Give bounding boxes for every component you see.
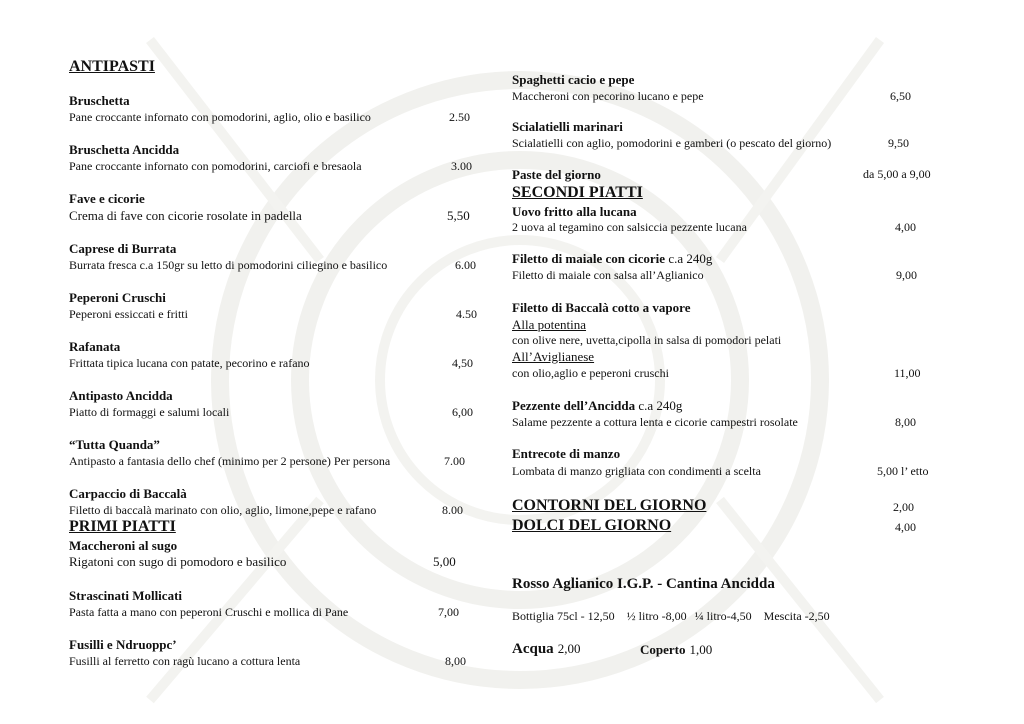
item-description: Salame pezzente a cottura lenta e cicorie campestri rosolate: [512, 415, 798, 429]
acqua-label: Acqua: [512, 641, 554, 657]
item-price: 5,50: [447, 208, 470, 223]
item-price: 9,00: [896, 268, 917, 282]
acqua-price: 2,00: [557, 641, 581, 656]
item-name: Fave e cicorie: [69, 191, 145, 206]
section-title-primi: PRIMI PIATTI: [69, 518, 176, 535]
wine-quarter-liter-price: ¼ litro-4,50: [694, 609, 752, 623]
item-description: Filetto di baccalà marinato con olio, aglio, limone,pepe e rafano: [69, 503, 377, 517]
item-description: 2 uova al tegamino con salsiccia pezzente lucana: [512, 220, 747, 234]
wine-half-liter-price: ½ litro -8,00: [626, 609, 687, 623]
item-description: Peperoni essiccati e fritti: [69, 307, 188, 321]
item-description: Rigatoni con sugo di pomodoro e basilico: [69, 554, 287, 569]
item-name: “Tutta Quanda”: [69, 437, 160, 452]
item-name: Bruschetta Ancidda: [69, 142, 180, 157]
item-price: 6,50: [890, 89, 911, 103]
item-price: 8,00: [895, 415, 916, 429]
item-description: Maccheroni con pecorino lucano e pepe: [512, 89, 704, 103]
item-name: Strascinati Mollicati: [69, 588, 183, 603]
item-description: Filetto di maiale con salsa all’Aglianico: [512, 268, 704, 282]
item-price: 6.00: [455, 258, 476, 272]
item-name: Uovo fritto alla lucana: [512, 204, 637, 219]
item-variant-title: All’Aviglianese: [512, 349, 595, 364]
item-description: Antipasto a fantasia dello chef (minimo per 2 persone) Per persona: [69, 454, 391, 468]
item-price: 4,50: [452, 356, 473, 370]
item-name: Spaghetti cacio e pepe: [512, 72, 635, 87]
item-description: Burrata fresca c.a 150gr su letto di pomodorini ciliegino e basilico: [69, 258, 388, 272]
wine-prices: [512, 609, 830, 624]
item-price: 11,00: [894, 366, 921, 380]
item-description: con olive nere, uvetta,cipolla in salsa di pomodori pelati: [512, 333, 782, 347]
item-name: Maccheroni al sugo: [69, 538, 178, 553]
item-name: Carpaccio di Baccalà: [69, 486, 187, 501]
coperto-line: [640, 641, 712, 659]
item-price: 9,50: [888, 136, 909, 150]
item-price: 4,00: [895, 220, 916, 234]
item-description: Pane croccante infornato con pomodorini, carciofi e bresaola: [69, 159, 362, 173]
item-price-value: 5,00 l’: [877, 464, 908, 478]
item-description: Crema di fave con cicorie rosolate in padella: [69, 208, 302, 223]
item-name: Caprese di Burrata: [69, 241, 177, 256]
item-variant-title: Alla potentina: [512, 317, 587, 332]
item-description: Fusilli al ferretto con ragù lucano a cottura lenta: [69, 654, 301, 668]
item-price: 8,00: [445, 654, 466, 668]
dolci-price: 4,00: [895, 520, 916, 534]
wine-title: Rosso Aglianico I.G.P. - Cantina Ancidda: [512, 576, 775, 592]
item-name-text: Filetto di maiale con cicorie: [512, 251, 666, 266]
item-description: Piatto di formaggi e salumi locali: [69, 405, 230, 419]
item-price: [877, 464, 928, 479]
contorni-price: 2,00: [893, 500, 914, 514]
item-description: Scialatielli con aglio, pomodorini e gamberi (o pescato del giorno): [512, 136, 832, 150]
acqua-line: [512, 640, 580, 658]
item-name: Scialatielli marinari: [512, 119, 623, 134]
item-name-text: Pezzente dell’Ancidda: [512, 398, 636, 413]
item-description: Frittata tipica lucana con patate, pecorino e rafano: [69, 356, 310, 370]
coperto-price: 1,00: [689, 642, 713, 657]
item-name: Entrecote di manzo: [512, 446, 621, 461]
section-title-antipasti: ANTIPASTI: [69, 58, 155, 75]
item-name: Antipasto Ancidda: [69, 388, 173, 403]
item-name: Bruschetta: [69, 93, 130, 108]
wine-glass-price: Mescita -2,50: [763, 609, 830, 623]
dolci-label: DOLCI DEL GIORNO: [512, 517, 672, 534]
coperto-label: Coperto: [640, 642, 686, 657]
item-name: [512, 398, 682, 414]
item-name: Fusilli e Ndruoppc’: [69, 637, 177, 652]
wine-bottle-price: Bottiglia 75cl - 12,50: [512, 609, 615, 623]
item-name: Paste del giorno: [512, 167, 601, 182]
item-price: 5,00: [433, 554, 456, 569]
item-price: 4.50: [456, 307, 477, 321]
item-weight: c.a 240g: [668, 251, 713, 266]
item-name: Peperoni Cruschi: [69, 290, 166, 305]
item-name: Rafanata: [69, 339, 121, 354]
item-price: 8.00: [442, 503, 463, 517]
item-description: con olio,aglio e peperoni cruschi: [512, 366, 669, 380]
item-description: Pane croccante infornato con pomodorini, aglio, olio e basilico: [69, 110, 371, 124]
item-weight: c.a 240g: [638, 398, 683, 413]
item-price: 2.50: [449, 110, 470, 124]
item-price: 3.00: [451, 159, 472, 173]
item-name: [512, 251, 712, 267]
item-price: 6,00: [452, 405, 473, 419]
contorni-label: CONTORNI DEL GIORNO: [512, 497, 707, 514]
item-price: 7,00: [438, 605, 459, 619]
item-description: Lombata di manzo grigliata con condimenti a scelta: [512, 464, 761, 478]
item-price: 7.00: [444, 454, 465, 468]
section-title-secondi: SECONDI PIATTI: [512, 184, 643, 201]
item-price: da 5,00 a 9,00: [863, 167, 931, 181]
item-description: Pasta fatta a mano con peperoni Cruschi e mollica di Pane: [69, 605, 349, 619]
item-price-unit: etto: [910, 464, 929, 478]
item-name: Filetto di Baccalà cotto a vapore: [512, 300, 691, 315]
